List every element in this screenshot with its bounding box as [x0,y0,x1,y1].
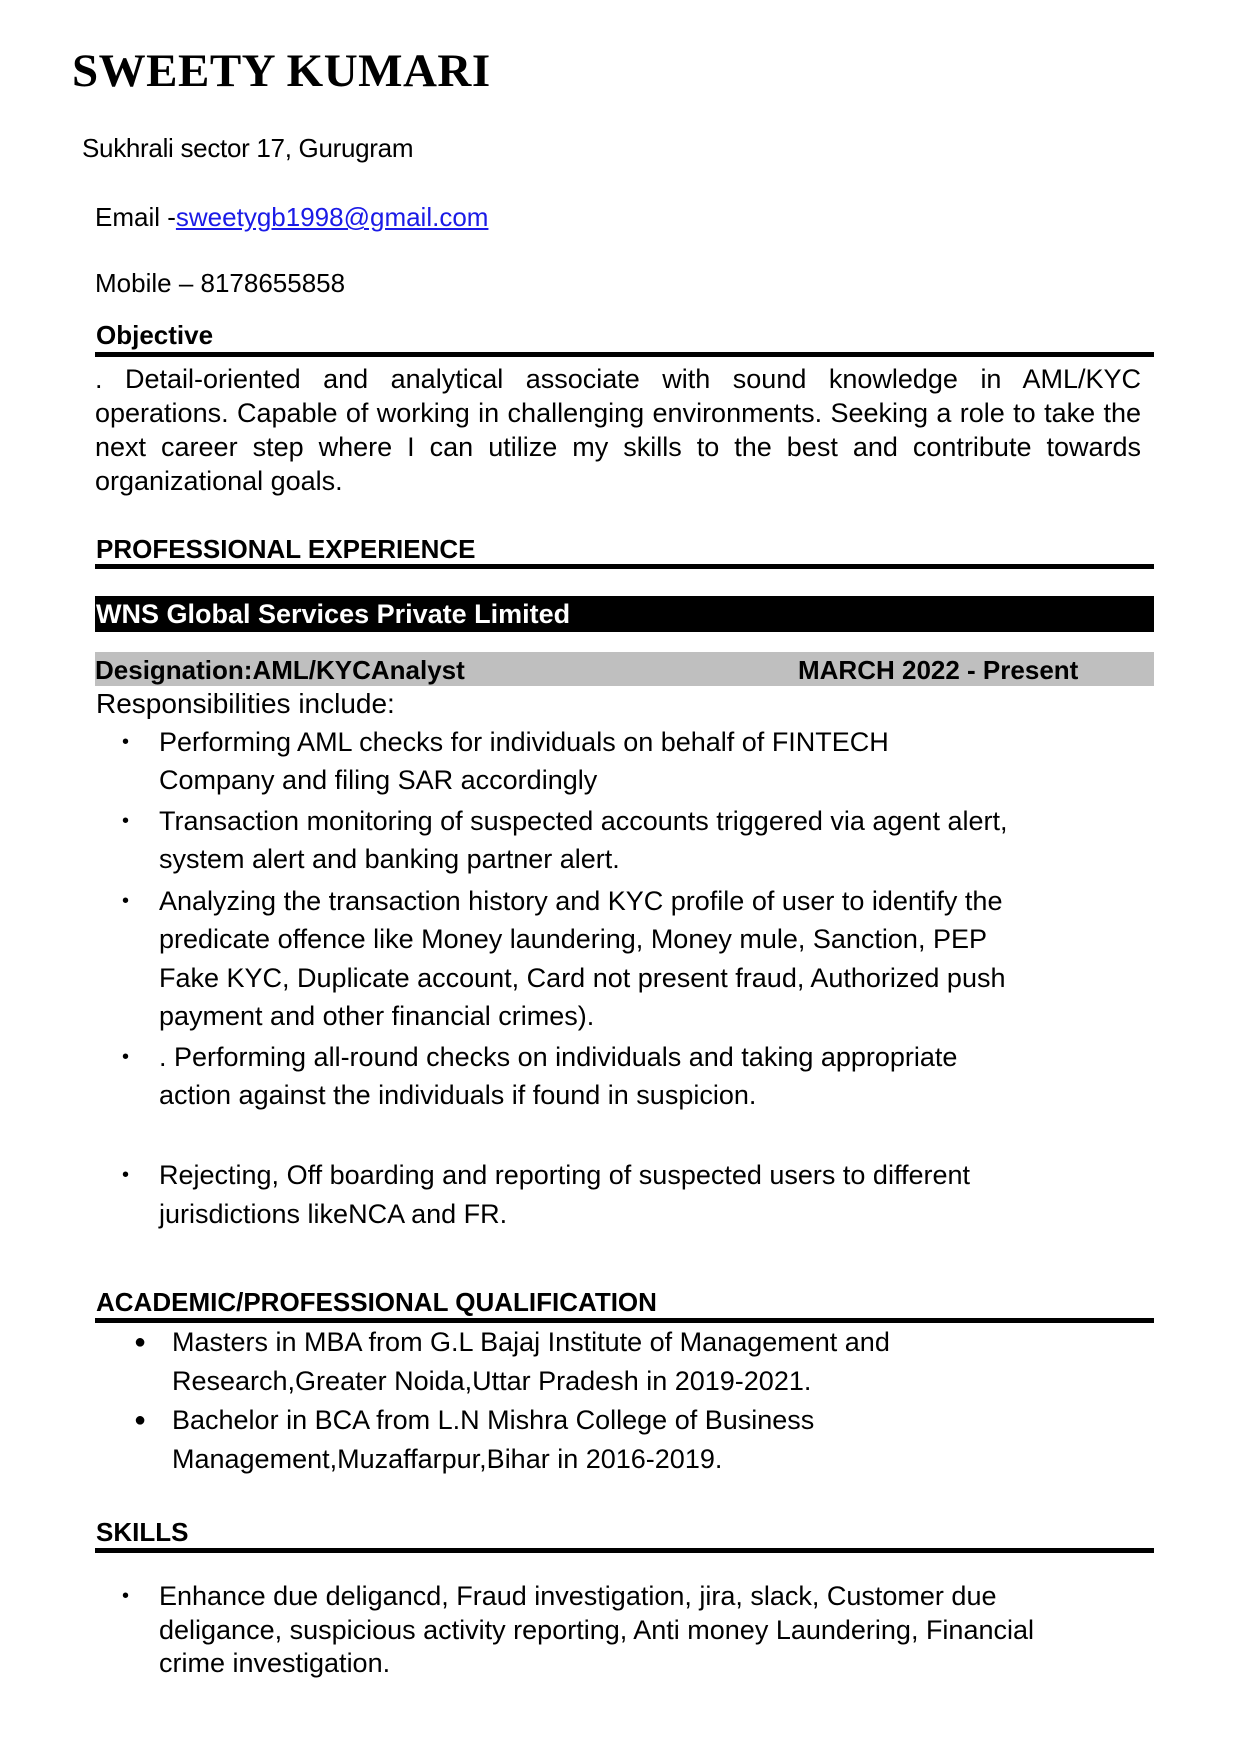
divider [95,1318,1154,1323]
bullet-icon: • [122,1164,130,1186]
responsibilities-label: Responsibilities include: [96,688,395,719]
divider [95,352,1154,357]
skills-text-line: deligance, suspicious activity reporting, Anti money Laundering, Financial [159,1615,1034,1645]
bullet-icon: ● [134,1409,147,1431]
bullet-icon: • [122,890,130,912]
list-item-line: Rejecting, Off boarding and reporting of suspected users to different [159,1160,971,1190]
email-line [95,202,488,233]
list-item-line: Management,Muzaffarpur,Bihar in 2016-2019. [172,1444,723,1474]
mobile: Mobile – 8178655858 [95,268,346,298]
candidate-name: SWEETY KUMARI [72,45,491,97]
list-item-line: Analyzing the transaction history and KYC profile of user to identify the [159,886,1003,916]
bullet-icon: • [122,1585,130,1607]
list-item-line: jurisdictions likeNCA and FR. [159,1199,508,1229]
list-item-line: Company and filing SAR accordingly [159,765,598,795]
list-item-line: Transaction monitoring of suspected accounts triggered via agent alert, [159,806,1008,836]
bullet-icon: • [122,810,130,832]
address: Sukhrali sector 17, Gurugram [82,133,414,163]
list-item-line: system alert and banking partner alert. [159,844,620,874]
list-item-line: action against the individuals if found in suspicion. [159,1080,757,1110]
objective-heading: Objective [96,320,214,350]
list-item-line: payment and other financial crimes). [159,1001,595,1031]
skills-text-line: crime investigation. [159,1648,391,1678]
bullet-icon: • [122,1046,130,1068]
experience-heading: PROFESSIONAL EXPERIENCE [96,534,476,564]
company-name: WNS Global Services Private Limited [96,599,571,629]
list-item-line: . Performing all-round checks on individuals and taking appropriate [159,1042,958,1072]
employment-dates: MARCH 2022 - Present [798,655,1079,685]
list-item-line: Fake KYC, Duplicate account, Card not present fraud, Authorized push [159,963,1006,993]
divider [95,564,1154,569]
designation-bar [95,652,1154,686]
bullet-icon: ● [134,1331,147,1353]
list-item-line: Performing AML checks for individuals on behalf of FINTECH [159,727,889,757]
list-item-line: Research,Greater Noida,Uttar Pradesh in 2019-2021. [172,1366,812,1396]
bullet-icon: • [122,731,130,753]
qualification-heading: ACADEMIC/PROFESSIONAL QUALIFICATION [96,1287,657,1317]
divider [95,1548,1154,1553]
list-item-line: Bachelor in BCA from L.N Mishra College of Business [172,1405,815,1435]
email-link[interactable]: sweetygb1998@gmail.com [175,202,489,232]
list-item-line: Masters in MBA from G.L Bajaj Institute of Management and [172,1327,890,1357]
skills-text-line: Enhance due deligancd, Fraud investigation, jira, slack, Customer due [159,1581,997,1611]
email-label: Email - [95,202,176,232]
list-item-line: predicate offence like Money laundering, Money mule, Sanction, PEP [159,924,987,954]
designation: Designation:AML/KYCAnalyst [95,655,465,685]
skills-heading: SKILLS [96,1517,189,1547]
company-bar [95,596,1154,632]
objective-text: . Detail-oriented and analytical associate with sound knowledge in AML/KYC operations. Capable of working in challenging environments. Seeking a role to take the next career step where I can utilize my skills to the best and contribute towards organizational goals. [95,364,1141,496]
